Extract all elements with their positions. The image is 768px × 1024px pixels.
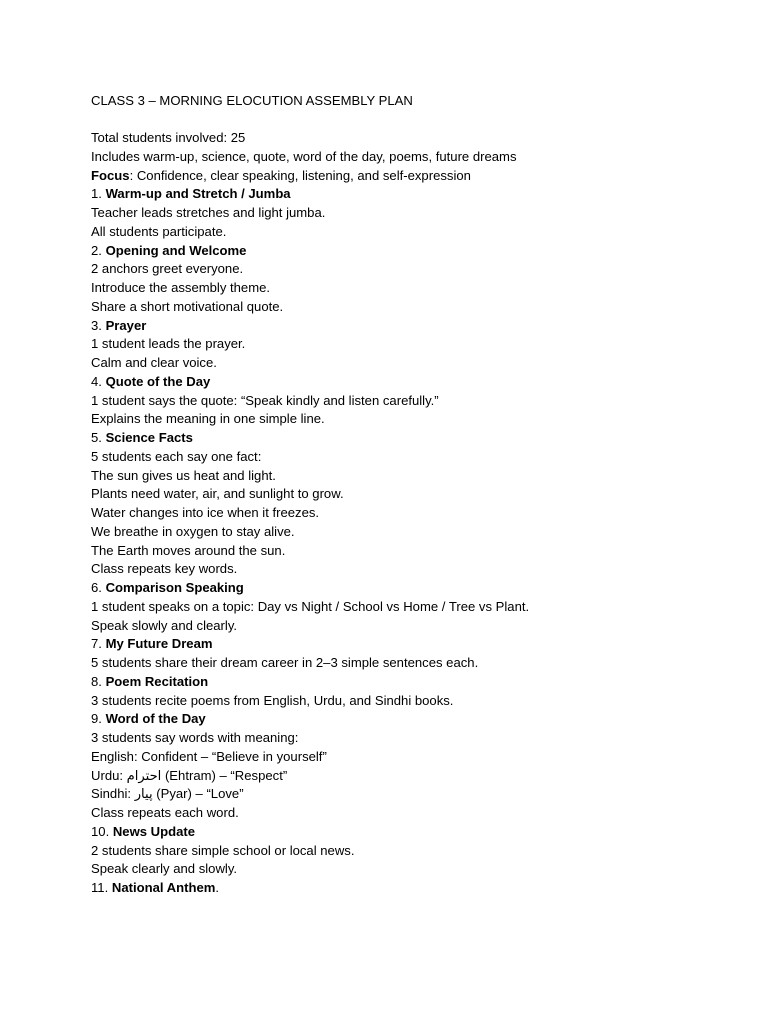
sections-list (91, 185, 731, 898)
section-line: 5 students each say one fact: (91, 448, 262, 464)
section-line: Class repeats key words. (91, 561, 238, 577)
section-line: 1 student leads the prayer. (91, 336, 246, 352)
section-number: 10. (91, 823, 113, 839)
section-line: Plants need water, air, and sunlight to grow. (91, 486, 344, 502)
section-heading (91, 242, 731, 261)
section-title: Prayer (105, 317, 147, 333)
section-number: 7. (91, 636, 106, 652)
section-line: 5 students share their dream career in 2–3 simple sentences each. (91, 655, 479, 670)
section-line: Urdu: احترام (Ehtram) – “Respect” (91, 767, 288, 783)
section-line: The Earth moves around the sun. (91, 542, 286, 558)
section-line: Calm and clear voice. (91, 355, 217, 370)
focus-text: : Confidence, clear speaking, listening, and self-expression (129, 167, 471, 183)
section-number: 6. (91, 580, 106, 595)
section-heading (91, 879, 731, 898)
section-number: 11. (91, 880, 112, 895)
section-title: Comparison Speaking (105, 580, 244, 595)
section-title: Word of the Day (105, 711, 206, 727)
section-heading (91, 710, 731, 729)
section-line: 2 anchors greet everyone. (91, 261, 244, 277)
section-line: The sun gives us heat and light. (91, 467, 276, 483)
section-title: News Update (112, 823, 196, 839)
document-page (91, 91, 731, 898)
section-title: Warm-up and Stretch / Jumba (105, 186, 291, 202)
section-title: Quote of the Day (105, 373, 211, 389)
section-line: Explains the meaning in one simple line. (91, 411, 325, 427)
section-title: National Anthem (111, 880, 216, 895)
section-number: 3. (91, 317, 106, 333)
section-line: Speak slowly and clearly. (91, 617, 238, 633)
section-title: My Future Dream (105, 636, 213, 652)
section-line: All students participate. (91, 223, 227, 239)
section-line: Water changes into ice when it freezes. (91, 505, 320, 520)
section-heading (91, 635, 731, 654)
total-students-line: Total students involved: 25 (91, 130, 246, 145)
section-line: 1 student speaks on a topic: Day vs Night / School vs Home / Tree vs Plant. (91, 598, 530, 614)
section-title: Science Facts (105, 430, 193, 445)
section-line: We breathe in oxygen to stay alive. (91, 523, 295, 539)
section-title-tail: . (215, 880, 220, 895)
includes-line: Includes warm-up, science, quote, word of the day, poems, future dreams (91, 148, 517, 164)
section-line: Share a short motivational quote. (91, 298, 284, 314)
section-line: Sindhi: پیار (Pyar) – “Love” (91, 786, 244, 802)
document-title: CLASS 3 – MORNING ELOCUTION ASSEMBLY PLAN (91, 93, 413, 108)
section-number: 2. (91, 242, 106, 258)
section-heading (91, 429, 731, 448)
section-line: 2 students share simple school or local news. (91, 842, 355, 858)
section-heading (91, 373, 731, 392)
section-title: Poem Recitation (105, 673, 209, 689)
section-heading (91, 317, 731, 336)
section-heading (91, 823, 731, 842)
section-line: Class repeats each word. (91, 805, 239, 820)
focus-line (91, 167, 731, 186)
focus-label: Focus (91, 167, 130, 183)
section-line: 3 students say words with meaning: (91, 730, 299, 745)
section-heading (91, 673, 731, 692)
section-number: 1. (91, 186, 106, 202)
section-number: 9. (91, 711, 106, 727)
section-line: 3 students recite poems from English, Urdu, and Sindhi books. (91, 692, 454, 708)
section-heading (91, 185, 731, 204)
section-line: English: Confident – “Believe in yourself” (91, 748, 327, 764)
section-number: 8. (91, 673, 106, 689)
section-line: Speak clearly and slowly. (91, 861, 238, 877)
section-number: 5. (91, 430, 106, 445)
section-line: Introduce the assembly theme. (91, 280, 271, 295)
section-number: 4. (91, 373, 106, 389)
section-title: Opening and Welcome (105, 242, 247, 258)
section-heading (91, 579, 731, 598)
section-line: 1 student says the quote: “Speak kindly and listen carefully.” (91, 392, 439, 408)
section-line: Teacher leads stretches and light jumba. (91, 205, 326, 220)
